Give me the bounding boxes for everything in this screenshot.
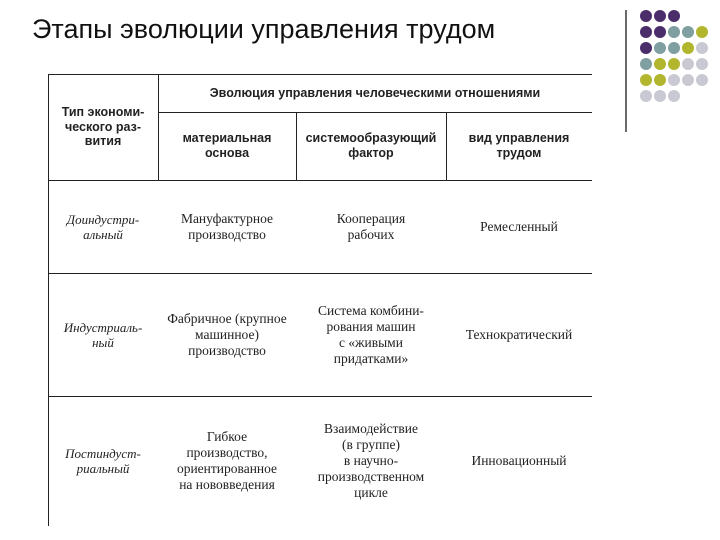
decor-dot — [654, 58, 666, 70]
decor-divider — [625, 10, 627, 132]
decor-dot — [654, 74, 666, 86]
decor-dot — [640, 90, 652, 102]
decor-dot — [682, 26, 694, 38]
material-base-cell: Мануфактурное производство — [180, 211, 274, 242]
group-header: Эволюция управления человеческими отношениями — [209, 85, 541, 100]
management-type-cell: Технократический — [465, 327, 573, 343]
material-base-cell: Фабричное (крупное машинное) производство — [167, 311, 287, 358]
decor-dot — [640, 42, 652, 54]
table-border — [158, 74, 159, 180]
col-header-management-type: вид управления трудом — [468, 131, 570, 160]
table-border — [48, 74, 49, 526]
table-border — [48, 74, 592, 75]
decor-dot — [696, 74, 708, 86]
stage-cell: Индустриаль- ный — [63, 319, 143, 350]
decor-dot — [696, 42, 708, 54]
decor-dot — [668, 42, 680, 54]
table-border — [446, 112, 447, 180]
decor-dot — [668, 26, 680, 38]
decor-dot — [682, 58, 694, 70]
table-border — [48, 180, 592, 181]
decor-dot — [654, 42, 666, 54]
col-header-material-base: материальная основа — [182, 131, 272, 160]
table-border — [48, 273, 592, 274]
decor-dot — [654, 90, 666, 102]
material-base-cell: Гибкое производство, ориентированное на нововведения — [176, 429, 278, 492]
col-header-system-factor: системообразующий фактор — [305, 131, 437, 160]
system-factor-cell: Взаимодействие (в группе) в научно- производственном цикле — [317, 421, 425, 500]
system-factor-cell: Система комбини- рования машин с «живыми придатками» — [318, 303, 424, 366]
slide-title: Этапы эволюции управления трудом — [32, 14, 496, 44]
management-type-cell: Инновационный — [471, 453, 567, 469]
decor-dot — [640, 74, 652, 86]
decor-dot — [654, 26, 666, 38]
col-header-stage-type: Тип экономи- ческого раз- вития — [61, 104, 145, 149]
system-factor-cell: Кооперация рабочих — [336, 211, 406, 242]
decor-dot — [654, 10, 666, 22]
stage-cell: Доиндустри- альный — [66, 211, 140, 242]
decor-dot — [640, 58, 652, 70]
table-border — [158, 112, 592, 113]
table-border — [296, 112, 297, 180]
decor-dot — [668, 90, 680, 102]
evolution-table — [48, 74, 592, 526]
decor-dot — [668, 10, 680, 22]
decor-dot — [668, 58, 680, 70]
decor-dot — [696, 26, 708, 38]
decor-dot — [640, 10, 652, 22]
management-type-cell: Ремесленный — [480, 219, 558, 235]
decor-dot — [640, 26, 652, 38]
stage-cell: Постиндуст- риальный — [65, 445, 141, 476]
decor-dot — [682, 74, 694, 86]
decor-dot — [682, 42, 694, 54]
decor-dot — [696, 58, 708, 70]
decor-dot — [668, 74, 680, 86]
table-border — [48, 396, 592, 397]
